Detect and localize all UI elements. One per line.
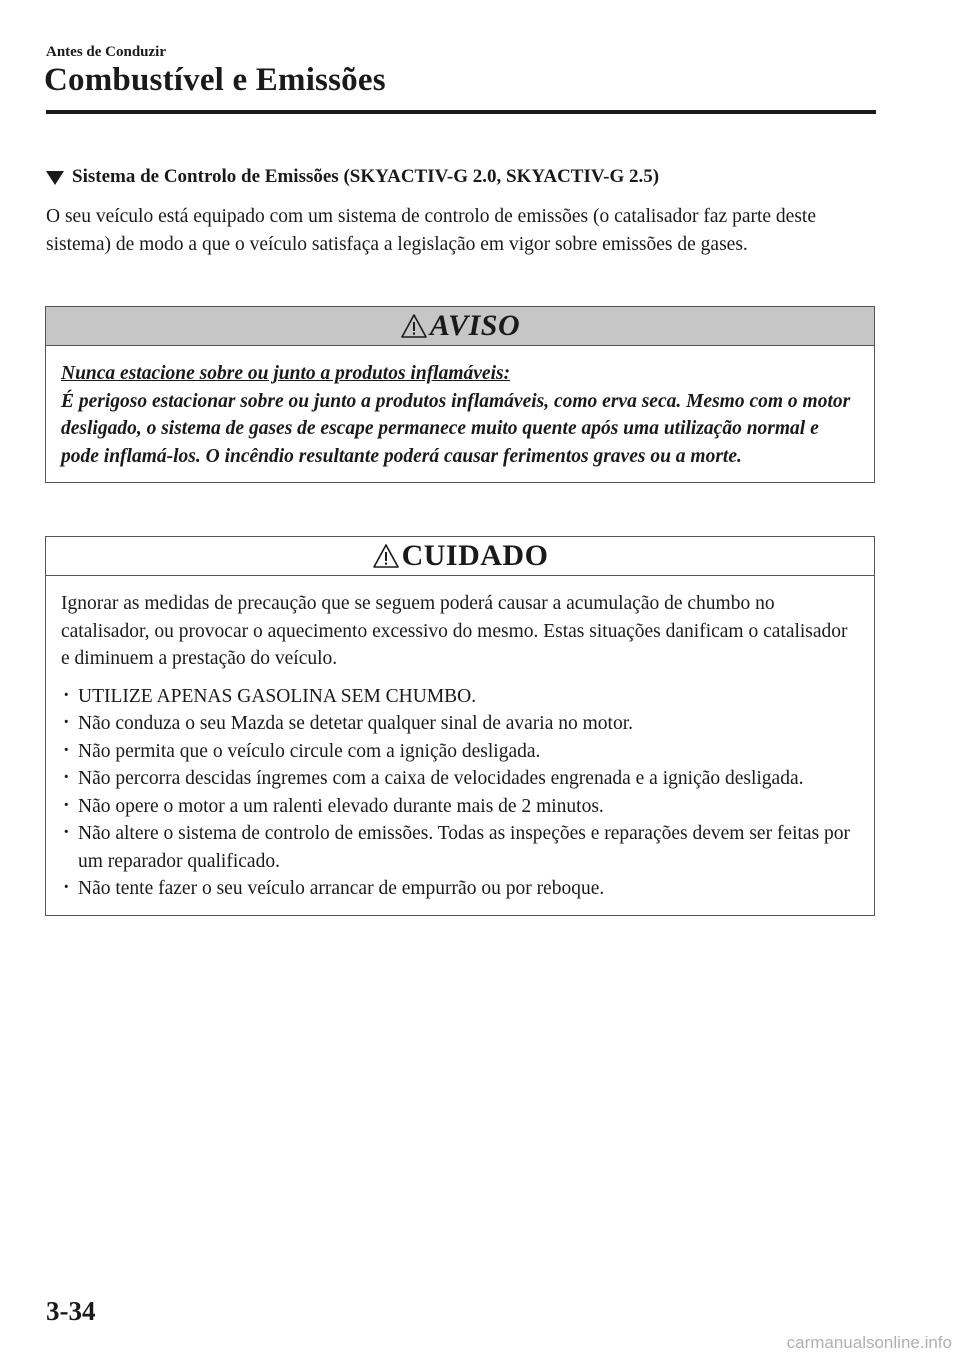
list-item: · Não percorra descidas íngremes com a caixa de velocidades engrenada e a ignição desligada.	[61, 765, 858, 793]
cuidado-label: CUIDADO	[401, 539, 549, 572]
aviso-body	[46, 346, 874, 482]
section-heading-text: Sistema de Controlo de Emissões (SKYACTIV-G 2.0, SKYACTIV-G 2.5)	[72, 166, 660, 187]
aviso-subtitle: Nunca estacione sobre ou junto a produtos inflamáveis:	[61, 363, 511, 384]
aviso-header	[46, 307, 874, 346]
cuidado-box	[45, 536, 875, 916]
page-title: Combustível e Emissões	[44, 62, 386, 98]
cuidado-list	[61, 683, 858, 903]
aviso-box	[45, 306, 875, 483]
intro-paragraph: O seu veículo está equipado com um sistema de controlo de emissões (o catalisador faz parte deste sistema) de modo a que o veículo satisfaça a legislação em vigor sobre emissões de gases.	[46, 206, 816, 255]
warning-triangle-icon	[372, 543, 400, 569]
title-divider	[46, 110, 876, 114]
watermark: carmanualsonline.info	[786, 1333, 952, 1352]
page-number: 3-34	[46, 1296, 96, 1326]
list-item: · UTILIZE APENAS GASOLINA SEM CHUMBO.	[61, 683, 858, 711]
list-item: · Não tente fazer o seu veículo arrancar de empurrão ou por reboque.	[61, 875, 858, 903]
cuidado-header	[46, 537, 874, 576]
aviso-label: AVISO	[429, 309, 521, 342]
chapter-label: Antes de Conduzir	[46, 44, 167, 60]
list-item: · Não opere o motor a um ralenti elevado durante mais de 2 minutos.	[61, 793, 858, 821]
cuidado-text: Ignorar as medidas de precaução que se seguem poderá causar a acumulação de chumbo no catalisador, ou provocar o aquecimento excessivo do mesmo. Estas situações danificam o catalisador e diminuem a prestação do veículo.	[61, 593, 848, 669]
aviso-text: É perigoso estacionar sobre ou junto a produtos inflamáveis, como erva seca. Mesmo com o motor desligado, o sistema de gases de escape permanece muito quente após uma utilização normal e pode inflamá-los. O incêndio resultante poderá causar ferimentos graves ou a morte.	[61, 390, 851, 467]
list-item: · Não permita que o veículo circule com a ignição desligada.	[61, 738, 858, 766]
list-item: · Não altere o sistema de controlo de emissões. Todas as inspeções e reparações devem ser feitas por um reparador qualificado.	[61, 820, 858, 875]
warning-triangle-icon	[400, 313, 428, 339]
section-heading	[46, 166, 659, 188]
cuidado-body	[46, 576, 874, 915]
triangle-down-icon	[46, 171, 64, 185]
list-item: · Não conduza o seu Mazda se detetar qualquer sinal de avaria no motor.	[61, 710, 858, 738]
